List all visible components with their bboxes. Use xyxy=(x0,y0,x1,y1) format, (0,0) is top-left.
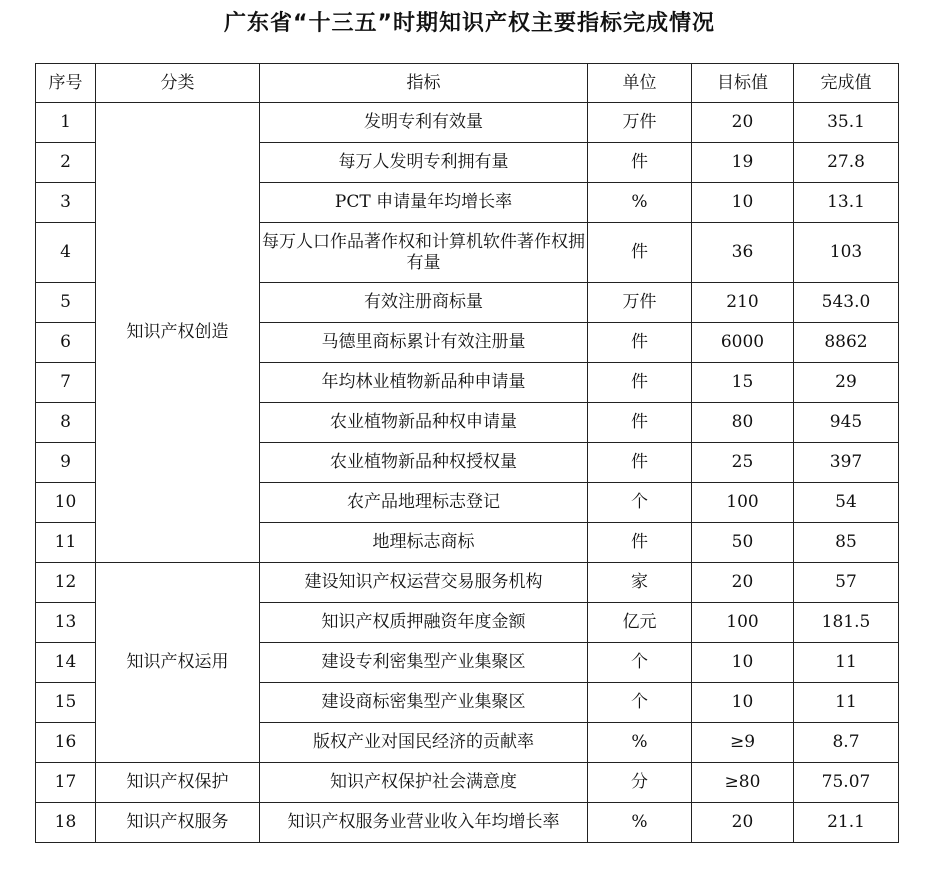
row-unit: 万件 xyxy=(588,103,692,143)
row-indicator: 地理标志商标 xyxy=(260,523,588,563)
row-actual: 103 xyxy=(794,223,899,283)
header-no: 序号 xyxy=(36,64,96,103)
table-header-row xyxy=(36,64,899,103)
category-service: 知识产权服务 xyxy=(96,803,260,843)
row-target: ≥9 xyxy=(692,723,794,763)
row-unit: 个 xyxy=(588,483,692,523)
row-indicator: 马德里商标累计有效注册量 xyxy=(260,323,588,363)
row-indicator: 农产品地理标志登记 xyxy=(260,483,588,523)
row-no: 16 xyxy=(36,723,96,763)
row-target: 100 xyxy=(692,603,794,643)
row-actual: 8862 xyxy=(794,323,899,363)
row-no: 17 xyxy=(36,763,96,803)
table-row xyxy=(36,803,899,843)
row-unit: % xyxy=(588,803,692,843)
row-unit: 万件 xyxy=(588,283,692,323)
category-utilization: 知识产权运用 xyxy=(96,563,260,763)
row-target: 100 xyxy=(692,483,794,523)
row-actual: 29 xyxy=(794,363,899,403)
row-indicator: 知识产权质押融资年度金额 xyxy=(260,603,588,643)
row-unit: 件 xyxy=(588,443,692,483)
row-actual: 75.07 xyxy=(794,763,899,803)
row-no: 15 xyxy=(36,683,96,723)
row-no: 2 xyxy=(36,143,96,183)
row-target: 19 xyxy=(692,143,794,183)
row-actual: 21.1 xyxy=(794,803,899,843)
row-actual: 945 xyxy=(794,403,899,443)
row-actual: 27.8 xyxy=(794,143,899,183)
row-indicator: 知识产权保护社会满意度 xyxy=(260,763,588,803)
row-indicator: 有效注册商标量 xyxy=(260,283,588,323)
row-actual: 11 xyxy=(794,683,899,723)
row-indicator: 知识产权服务业营业收入年均增长率 xyxy=(260,803,588,843)
row-target: 210 xyxy=(692,283,794,323)
row-indicator: 发明专利有效量 xyxy=(260,103,588,143)
row-actual: 8.7 xyxy=(794,723,899,763)
row-target: 25 xyxy=(692,443,794,483)
row-actual: 54 xyxy=(794,483,899,523)
row-unit: 件 xyxy=(588,223,692,283)
category-creation: 知识产权创造 xyxy=(96,103,260,563)
row-target: 20 xyxy=(692,803,794,843)
row-indicator: 每万人口作品著作权和计算机软件著作权拥有量 xyxy=(260,223,588,283)
table-row xyxy=(36,763,899,803)
row-no: 9 xyxy=(36,443,96,483)
row-unit: % xyxy=(588,183,692,223)
row-no: 3 xyxy=(36,183,96,223)
row-target: 80 xyxy=(692,403,794,443)
row-no: 14 xyxy=(36,643,96,683)
header-category: 分类 xyxy=(96,64,260,103)
row-no: 5 xyxy=(36,283,96,323)
indicator-table xyxy=(35,63,899,843)
row-unit: 件 xyxy=(588,323,692,363)
row-actual: 35.1 xyxy=(794,103,899,143)
row-indicator: 年均林业植物新品种申请量 xyxy=(260,363,588,403)
row-target: 10 xyxy=(692,683,794,723)
row-indicator: 每万人发明专利拥有量 xyxy=(260,143,588,183)
row-no: 7 xyxy=(36,363,96,403)
row-indicator: PCT 申请量年均增长率 xyxy=(260,183,588,223)
row-unit: % xyxy=(588,723,692,763)
row-no: 18 xyxy=(36,803,96,843)
header-indicator: 指标 xyxy=(260,64,588,103)
table-row xyxy=(36,563,899,603)
row-unit: 分 xyxy=(588,763,692,803)
row-target: 36 xyxy=(692,223,794,283)
row-indicator: 农业植物新品种权授权量 xyxy=(260,443,588,483)
row-indicator: 版权产业对国民经济的贡献率 xyxy=(260,723,588,763)
row-target: 10 xyxy=(692,183,794,223)
row-unit: 件 xyxy=(588,403,692,443)
row-indicator: 建设专利密集型产业集聚区 xyxy=(260,643,588,683)
header-unit: 单位 xyxy=(588,64,692,103)
category-protection: 知识产权保护 xyxy=(96,763,260,803)
row-actual: 181.5 xyxy=(794,603,899,643)
row-unit: 个 xyxy=(588,683,692,723)
row-no: 10 xyxy=(36,483,96,523)
row-actual: 397 xyxy=(794,443,899,483)
row-indicator: 农业植物新品种权申请量 xyxy=(260,403,588,443)
row-actual: 11 xyxy=(794,643,899,683)
row-target: 50 xyxy=(692,523,794,563)
row-actual: 85 xyxy=(794,523,899,563)
row-target: 6000 xyxy=(692,323,794,363)
row-unit: 件 xyxy=(588,363,692,403)
row-indicator: 建设知识产权运营交易服务机构 xyxy=(260,563,588,603)
row-unit: 件 xyxy=(588,523,692,563)
row-unit: 亿元 xyxy=(588,603,692,643)
row-unit: 家 xyxy=(588,563,692,603)
row-no: 12 xyxy=(36,563,96,603)
row-target: 15 xyxy=(692,363,794,403)
table-row xyxy=(36,103,899,143)
row-no: 8 xyxy=(36,403,96,443)
row-target: 10 xyxy=(692,643,794,683)
row-unit: 个 xyxy=(588,643,692,683)
header-actual: 完成值 xyxy=(794,64,899,103)
row-no: 1 xyxy=(36,103,96,143)
row-indicator: 建设商标密集型产业集聚区 xyxy=(260,683,588,723)
row-no: 4 xyxy=(36,223,96,283)
page-title: 广东省“十三五”时期知识产权主要指标完成情况 xyxy=(224,11,715,36)
row-no: 13 xyxy=(36,603,96,643)
row-actual: 57 xyxy=(794,563,899,603)
row-target: 20 xyxy=(692,563,794,603)
row-no: 6 xyxy=(36,323,96,363)
row-target: 20 xyxy=(692,103,794,143)
row-actual: 543.0 xyxy=(794,283,899,323)
header-target: 目标值 xyxy=(692,64,794,103)
row-no: 11 xyxy=(36,523,96,563)
row-actual: 13.1 xyxy=(794,183,899,223)
row-target: ≥80 xyxy=(692,763,794,803)
row-unit: 件 xyxy=(588,143,692,183)
